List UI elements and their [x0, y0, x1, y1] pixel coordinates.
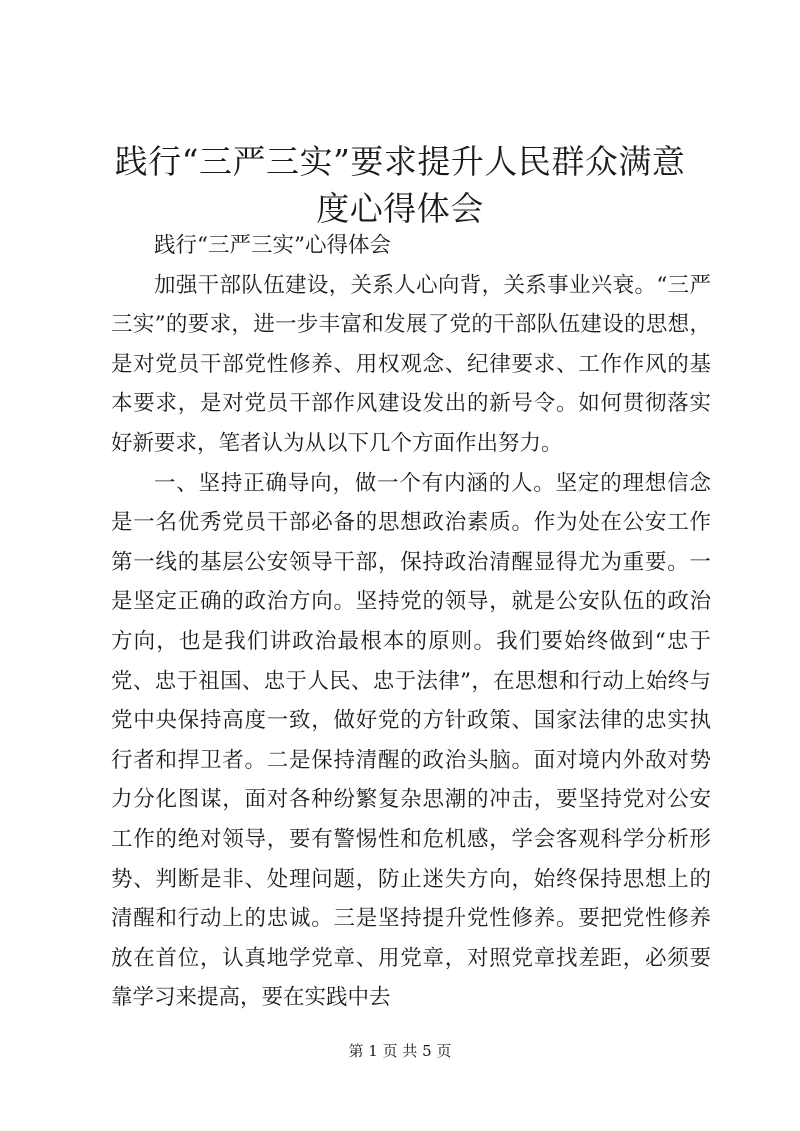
paragraph-2: 一、坚持正确导向，做一个有内涵的人。坚定的理想信念是一名优秀党员干部必备的思想政治素质。作为处在公安工作第一线的基层公安领导干部，保持政治清醒显得尤为重要。一是坚定正确的政治方向。坚持党的领导，就是公安队伍的政治方向，也是我们讲政治最根本的原则。我们要始终做到“忠于党、忠于祖国、忠于人民、忠于法律”，在思想和行动上始终与党中央保持高度一致，做好党的方针政策、国家法律的忠实执行者和捍卫者。二是保持清醒的政治头脑。面对境内外敌对势力分化图谋，面对各种纷繁复杂思潮的冲击，要坚持党对公安工作的绝对领导，要有警惕性和危机感，学会客观科学分析形势、判断是非、处理问题，防止迷失方向，始终保持思想上的清醒和行动上的忠诚。三是坚持提升党性修养。要把党性修养放在首位，认真地学党章、用党章，对照党章找差距，必须要靠学习来提高，要在实践中去: [111, 470, 711, 1011]
paragraph-1: 加强干部队伍建设，关系人心向背，关系事业兴衰。“三严三实”的要求，进一步丰富和发展了党的干部队伍建设的思想，是对党员干部党性修养、用权观念、纪律要求、工作作风的基本要求，是对党员干部作风建设发出的新号令。如何贯彻落实好新要求，笔者认为从以下几个方面作出努力。: [111, 272, 711, 456]
document-subtitle: 践行“三严三实”心得体会: [154, 233, 391, 258]
page-footer: 第 1 页 共 5 页: [348, 1042, 452, 1060]
document-title: 践行“三严三实”要求提升人民群众满意度心得体会: [114, 142, 686, 228]
document-body: [111, 226, 711, 1018]
